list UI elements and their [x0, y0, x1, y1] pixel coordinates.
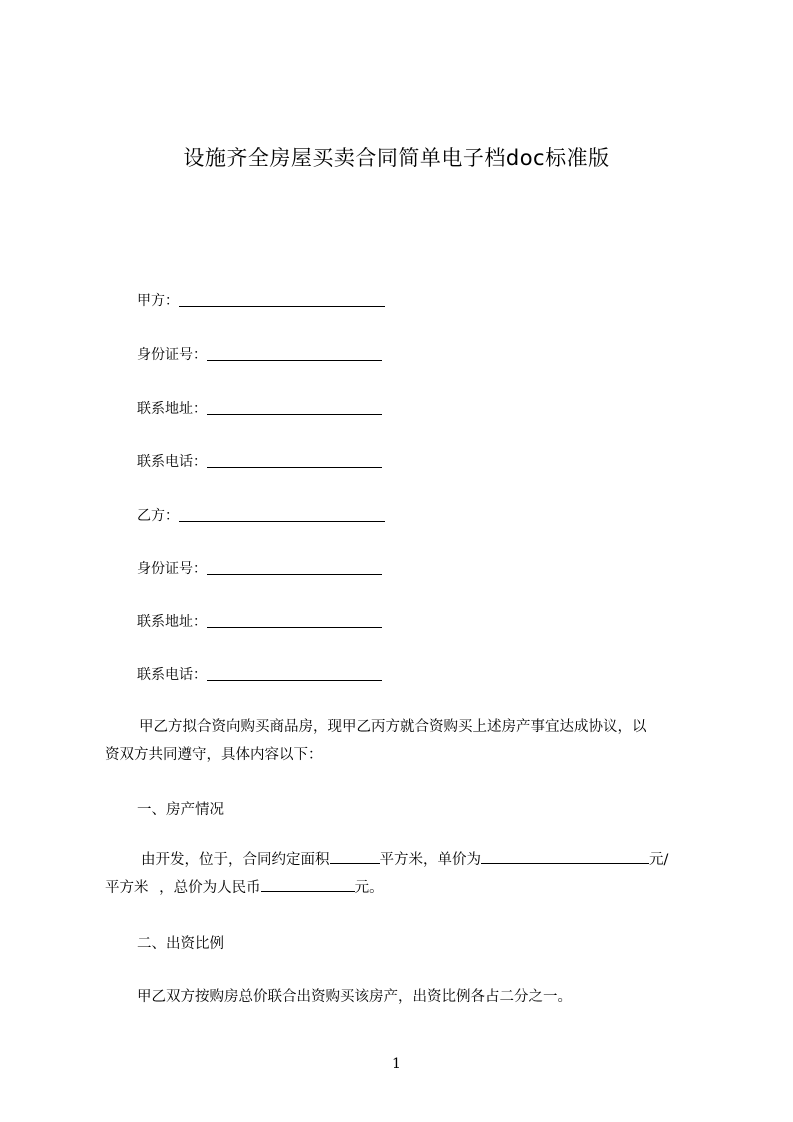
- party-b-phone-blank: [207, 666, 382, 681]
- party-b-name-label: 乙方：: [137, 508, 179, 524]
- document-title: 设施齐全房屋买卖合同简单电子档doc标准版: [183, 146, 610, 170]
- party-a-id-blank: [207, 346, 382, 361]
- party-a-phone-field: [137, 451, 382, 471]
- page-number: 1: [392, 1056, 401, 1072]
- party-b-id-field: [137, 558, 382, 578]
- section-1-text-b: 平方米，单价为: [379, 852, 481, 868]
- section-1-line-2: [105, 874, 705, 902]
- party-a-address-field: [137, 398, 382, 418]
- party-b-phone-label: 联系电话：: [137, 667, 207, 683]
- party-a-phone-blank: [207, 453, 382, 468]
- party-b-address-blank: [207, 613, 382, 628]
- party-b-address-label: 联系地址：: [137, 614, 207, 630]
- party-a-name-label: 甲方：: [137, 293, 179, 309]
- intro-line-2: 资双方共同遵守，具体内容以下：: [105, 747, 323, 763]
- party-a-phone-label: 联系电话：: [137, 454, 207, 470]
- party-b-name-field: [137, 505, 385, 525]
- section-2-heading: 二、出资比例: [137, 936, 224, 952]
- section-1-text-d: 平方米: [105, 880, 149, 896]
- party-b-id-blank: [207, 560, 382, 575]
- party-a-id-field: [137, 344, 382, 364]
- party-b-id-label: 身份证号：: [137, 561, 207, 577]
- section-1-heading: 一、房产情况: [137, 802, 224, 818]
- section-1-paragraph: [105, 846, 705, 902]
- section-1-line-1: [105, 846, 705, 874]
- party-a-id-label: 身份证号：: [137, 347, 207, 363]
- party-b-name-blank: [179, 507, 385, 522]
- area-blank: [330, 849, 380, 864]
- section-1-text-e: ，总价为人民币: [159, 880, 261, 896]
- section-1-text-c: 元/: [649, 852, 669, 868]
- party-b-address-field: [137, 611, 382, 631]
- section-1-text-a: 由开发，位于，合同约定面积: [141, 852, 330, 868]
- intro-paragraph: [105, 713, 705, 769]
- party-a-address-blank: [207, 400, 382, 415]
- section-1-text-f: 元。: [354, 880, 384, 896]
- section-2-body: 甲乙双方按购房总价联合出资购买该房产，出资比例各占二分之一。: [137, 989, 572, 1005]
- total-price-blank: [261, 877, 355, 892]
- party-a-name-blank: [179, 292, 385, 307]
- party-a-name-field: [137, 290, 385, 310]
- party-b-phone-field: [137, 664, 382, 684]
- party-a-address-label: 联系地址：: [137, 401, 207, 417]
- unit-price-blank: [481, 849, 649, 864]
- intro-line-1: 甲乙方拟合资向购买商品房，现甲乙丙方就合资购买上述房产事宜达成协议，以: [139, 719, 647, 735]
